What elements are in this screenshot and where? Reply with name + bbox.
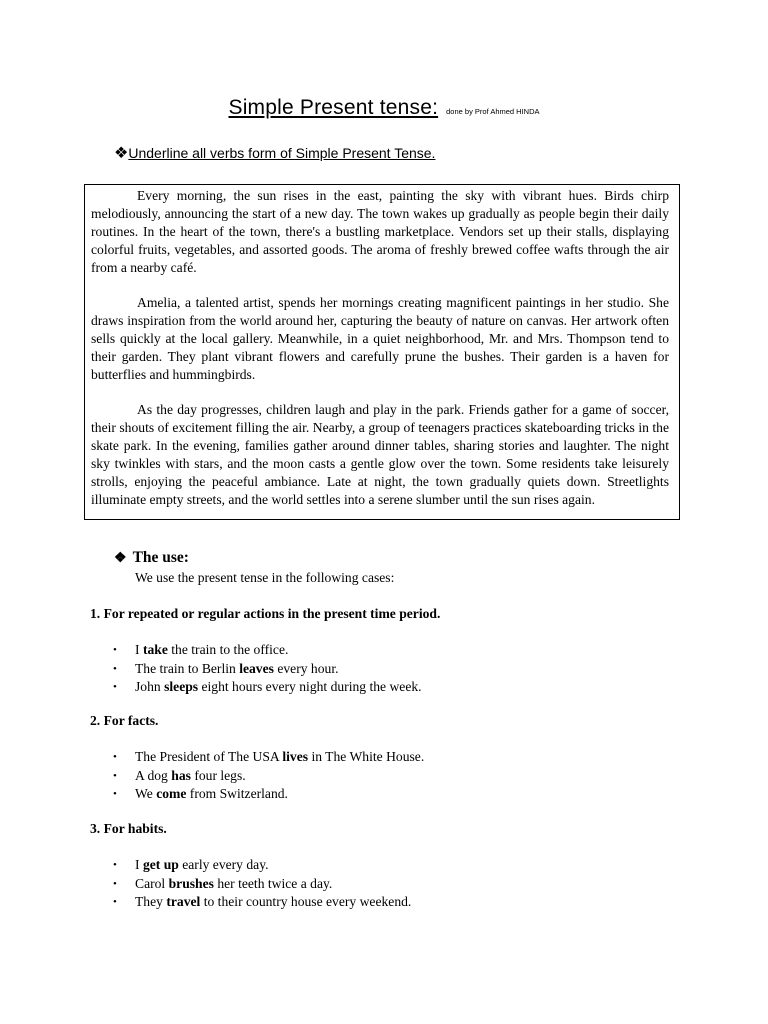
bullet-icon: •	[113, 681, 117, 693]
bullet-icon: •	[113, 859, 117, 871]
list-item: • The President of The USA lives in The White House.	[113, 748, 424, 767]
instruction-text: Underline all verbs form of Simple Present Tense.	[128, 145, 436, 161]
list-item: • We come from Switzerland.	[113, 785, 424, 804]
bullet-icon: •	[113, 662, 117, 675]
case-heading-2: 2. For facts.	[90, 713, 159, 728]
bullet-icon: •	[113, 788, 117, 800]
case-heading-3: 3. For habits.	[90, 821, 167, 836]
verb: come	[156, 786, 187, 801]
verb: travel	[166, 894, 201, 909]
list-item: • The train to Berlin leaves every hour.	[113, 660, 422, 679]
bullet-icon: •	[113, 896, 117, 908]
diamond-bullet-icon: ❖	[114, 551, 127, 566]
list-item: • I take the train to the office.	[113, 641, 422, 660]
list-item: • John sleeps eight hours every night during the week.	[113, 678, 422, 697]
case-3-examples	[113, 856, 411, 912]
passage-paragraph-3: As the day progresses, children laugh and play in the park. Friends gather for a game of soccer, their shouts of excitement filling the air. Nearby, a group of teenagers practices skateboarding tricks in the skate park. In the evening, families gather around dinner tables, sharing stories and laughter. The night sky twinkles with stars, and the moon casts a gentle glow over the town. Some residents take leisurely strolls, enjoying the peaceful ambiance. Late at night, the town gradually quiets down. Streetlights illuminate empty streets, and the world settles into a serene slumber until the sun rises again.	[91, 402, 669, 507]
case-1-examples	[113, 641, 422, 697]
title-credit: done by Prof Ahmed HINDA	[446, 107, 540, 116]
list-item: • A dog has four legs.	[113, 767, 424, 786]
bullet-icon: •	[113, 769, 117, 782]
use-heading-text: The use:	[132, 549, 189, 566]
list-item: • Carol brushes her teeth twice a day.	[113, 875, 411, 894]
verb: take	[142, 642, 168, 657]
list-item: • They travel to their country house every weekend.	[113, 893, 411, 912]
verb: lives	[282, 749, 309, 764]
page-title	[0, 96, 768, 120]
bullet-icon: •	[113, 644, 117, 656]
instruction	[114, 143, 435, 163]
passage-box	[84, 184, 680, 520]
case-2-examples	[113, 748, 424, 804]
use-heading	[114, 549, 189, 567]
passage-paragraph-2: Amelia, a talented artist, spends her mornings creating magnificent paintings in her studio. She draws inspiration from the world around her, capturing the beauty of nature on canvas. Her artwork often sells quickly at the local gallery. Meanwhile, in a quiet neighborhood, Mr. and Mrs. Thompson tend to their garden. They plant vibrant flowers and carefully prune the bushes. Their garden is a haven for butterflies and hummingbirds.	[91, 295, 669, 382]
verb: brushes	[168, 875, 214, 891]
verb: has	[171, 767, 191, 783]
use-intro: We use the present tense in the following cases:	[135, 570, 395, 585]
list-item: • I get up early every day.	[113, 856, 411, 875]
bullet-icon: •	[113, 751, 117, 763]
diamond-bullet-icon: ❖	[114, 145, 129, 162]
bullet-icon: •	[113, 877, 117, 890]
title-main: Simple Present tense:	[228, 96, 439, 119]
verb: sleeps	[164, 679, 199, 694]
case-heading-1: 1. For repeated or regular actions in the present time period.	[90, 606, 441, 621]
verb: leaves	[239, 660, 274, 676]
verb: get up	[142, 857, 179, 872]
passage-paragraph-1: Every morning, the sun rises in the east, painting the sky with vibrant hues. Birds chirp melodiously, announcing the start of a new day. The town wakes up gradually as people begin their daily routines. In the heart of the town, there's a bustling marketplace. Vendors set up their stalls, displaying colorful fruits, vegetables, and assorted goods. The aroma of freshly brewed coffee wafts through the air from a nearby café.	[91, 188, 669, 275]
